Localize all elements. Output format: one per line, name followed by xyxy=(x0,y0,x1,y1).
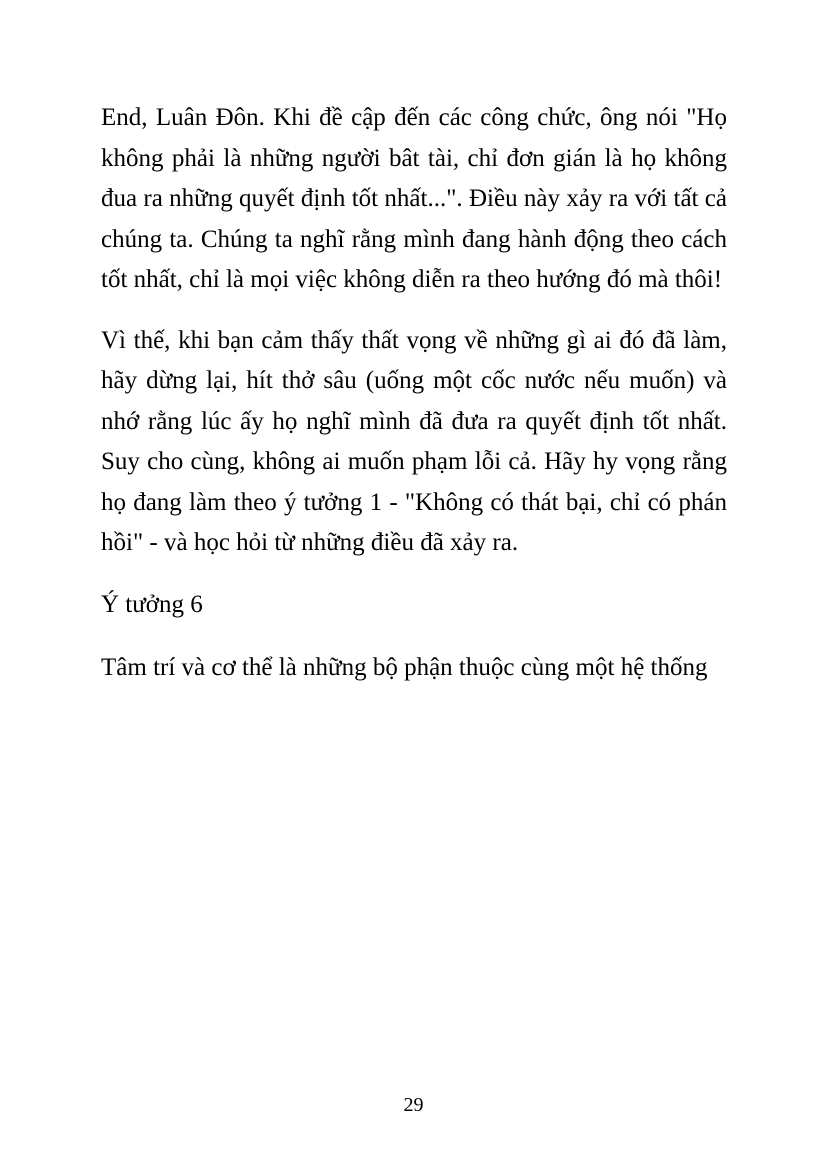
section-subtitle: Tâm trí và cơ thể là những bộ phận thuộc cùng một hệ thống xyxy=(101,654,708,681)
page-number: 29 xyxy=(403,1094,424,1116)
page-body xyxy=(101,98,727,689)
paragraph-advice: Vì thế, khi bạn cảm thấy thất vọng về những gì ai đó đã làm, hãy dừng lại, hít thở sâu (uống một cốc nước nếu muốn) và nhớ rằng lúc ấy họ nghĩ mình đã đưa ra quyết định tốt nhất. Suy cho cùng, không ai muốn phạm lỗi cả. Hãy hy vọng rằng họ đang làm theo ý tưởng 1 - "Không có thát bại, chỉ có phán hồi" - và học hỏi từ những điều đã xảy ra. xyxy=(101,326,727,556)
section-heading-idea-6: Ý tưởng 6 xyxy=(101,590,203,618)
paragraph-continuation: End, Luân Đôn. Khi đề cập đến các công chức, ông nói "Họ không phải là những người bât tài, chỉ đơn gián là họ không đua ra những quyết định tốt nhất...". Điều này xảy ra với tất cả chúng ta. Chúng ta nghĩ rằng mình đang hành động theo cách tốt nhất, chỉ là mọi việc không diễn ra theo hướng đó mà thôi! xyxy=(101,104,727,293)
